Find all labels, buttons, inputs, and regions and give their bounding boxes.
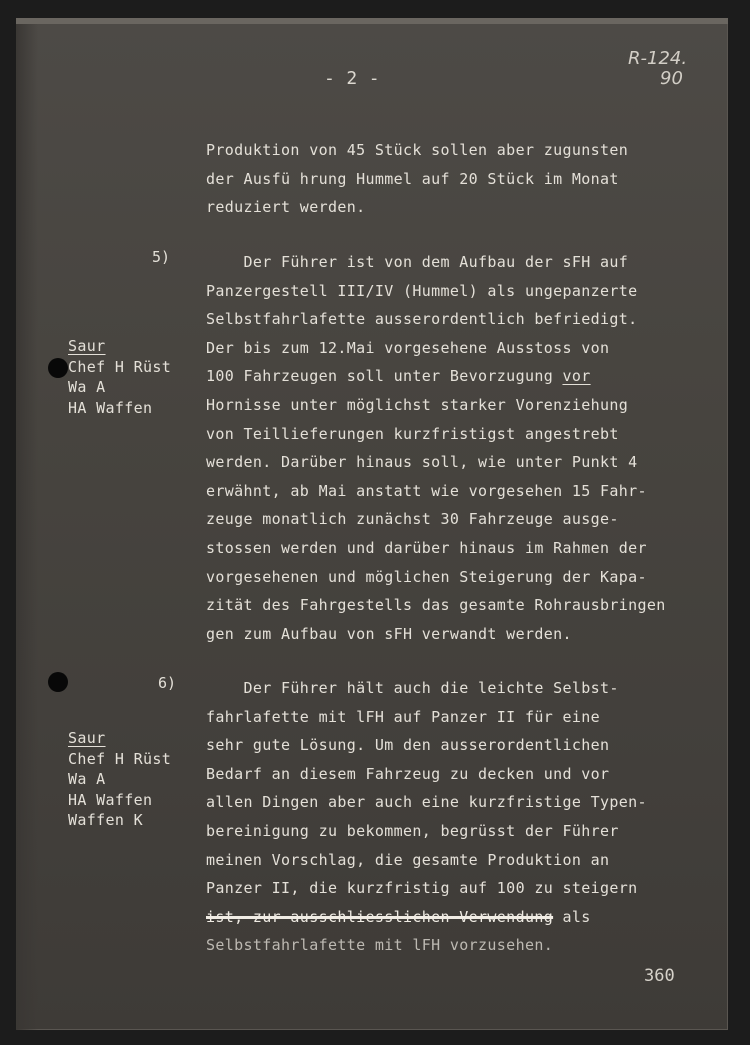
margin-line: Wa A [68,378,106,396]
text-line: reduziert werden. [206,198,366,217]
page-number: - 2 - [324,68,380,89]
text-line: Selbstfahrlafette mit lFH vorzusehen. [206,936,554,955]
text-line: Der Führer ist von dem Aufbau der sFH auf [206,253,629,271]
margin-line: HA Waffen [68,398,153,417]
text-line: gen zum Aufbau von sFH verwandt werden. [206,624,572,643]
text-line: Der Führer hält auch die leichte Selbst- [206,679,619,697]
text-line: werden. Darüber hinaus soll, wie unter Punkt 4 [206,453,638,472]
margin-line: Wa A [68,770,106,788]
text-line: der Ausfü hrung Hummel auf 20 Stück im Monat [206,169,619,188]
intro-paragraph [206,136,726,222]
punch-hole-top [48,358,68,378]
item-5-marker: 5) [152,248,171,266]
text-line: Panzer II, die kurzfristig auf 100 zu steigern [206,879,638,898]
text-line: fahrlafette mit lFH auf Panzer II für eine [206,707,600,726]
underlined-word: vor [562,367,591,386]
archive-ref-line2: 90 [660,68,683,89]
item-6-margin-routing [68,728,208,831]
archive-ref-line1: R-124. [628,48,688,69]
margin-line: Chef H Rüst [68,357,172,376]
stamp-number: 360 [644,966,675,986]
margin-line: Waffen K [68,811,144,829]
text-line: vorgesehenen und möglichen Steigerung der Kapa- [206,567,647,586]
margin-name: Saur [68,337,106,355]
text-line: sehr gute Lösung. Um den ausserordentlichen [206,736,610,755]
margin-line: Chef H Rüst [68,749,172,768]
text-line: zität des Fahrgestells das gesamte Rohrausbringen [206,596,666,615]
text-line: Hornisse unter möglichst starker Vorenziehung [206,395,629,414]
text-segment: als [553,907,591,926]
margin-name: Saur [68,729,106,747]
text-line: Bedarf an diesem Fahrzeug zu decken und vor [206,764,610,783]
text-line: erwähnt, ab Mai anstatt wie vorgesehen 15 Fahr- [206,481,647,500]
text-line [206,362,726,391]
text-line: Produktion von 45 Stück sollen aber zugunsten [206,141,629,159]
text-line [206,903,726,932]
item-6-paragraph [206,674,726,960]
text-line: meinen Vorschlag, die gesamte Produktion an [206,850,610,869]
text-line: Selbstfahrlafette ausserordentlich befriedigt. [206,310,638,329]
text-line: zeuge monatlich zunächst 30 Fahrzeuge ausge- [206,510,619,529]
text-segment: 100 Fahrzeugen soll unter Bevorzugung [206,367,563,386]
archive-reference [628,48,688,89]
document-page [16,18,728,1030]
item-5-paragraph [206,248,726,648]
text-line: stossen werden und darüber hinaus im Rahmen der [206,538,647,557]
text-line: Der bis zum 12.Mai vorgesehene Ausstoss von [206,338,610,357]
text-line: Panzergestell III/IV (Hummel) als ungepanzerte [206,281,638,300]
struck-through-text: ist, zur ausschliesslichen Verwendung [206,907,554,926]
item-5-margin-routing [68,336,208,418]
text-line: bereinigung zu bekommen, begrüsst der Führer [206,821,619,840]
text-line: von Teillieferungen kurzfristigst angestrebt [206,424,619,443]
punch-hole-bottom [48,672,68,692]
item-6-marker: 6) [158,674,177,692]
text-line: allen Dingen aber auch eine kurzfristige Typen- [206,793,647,812]
margin-line: HA Waffen [68,790,153,809]
